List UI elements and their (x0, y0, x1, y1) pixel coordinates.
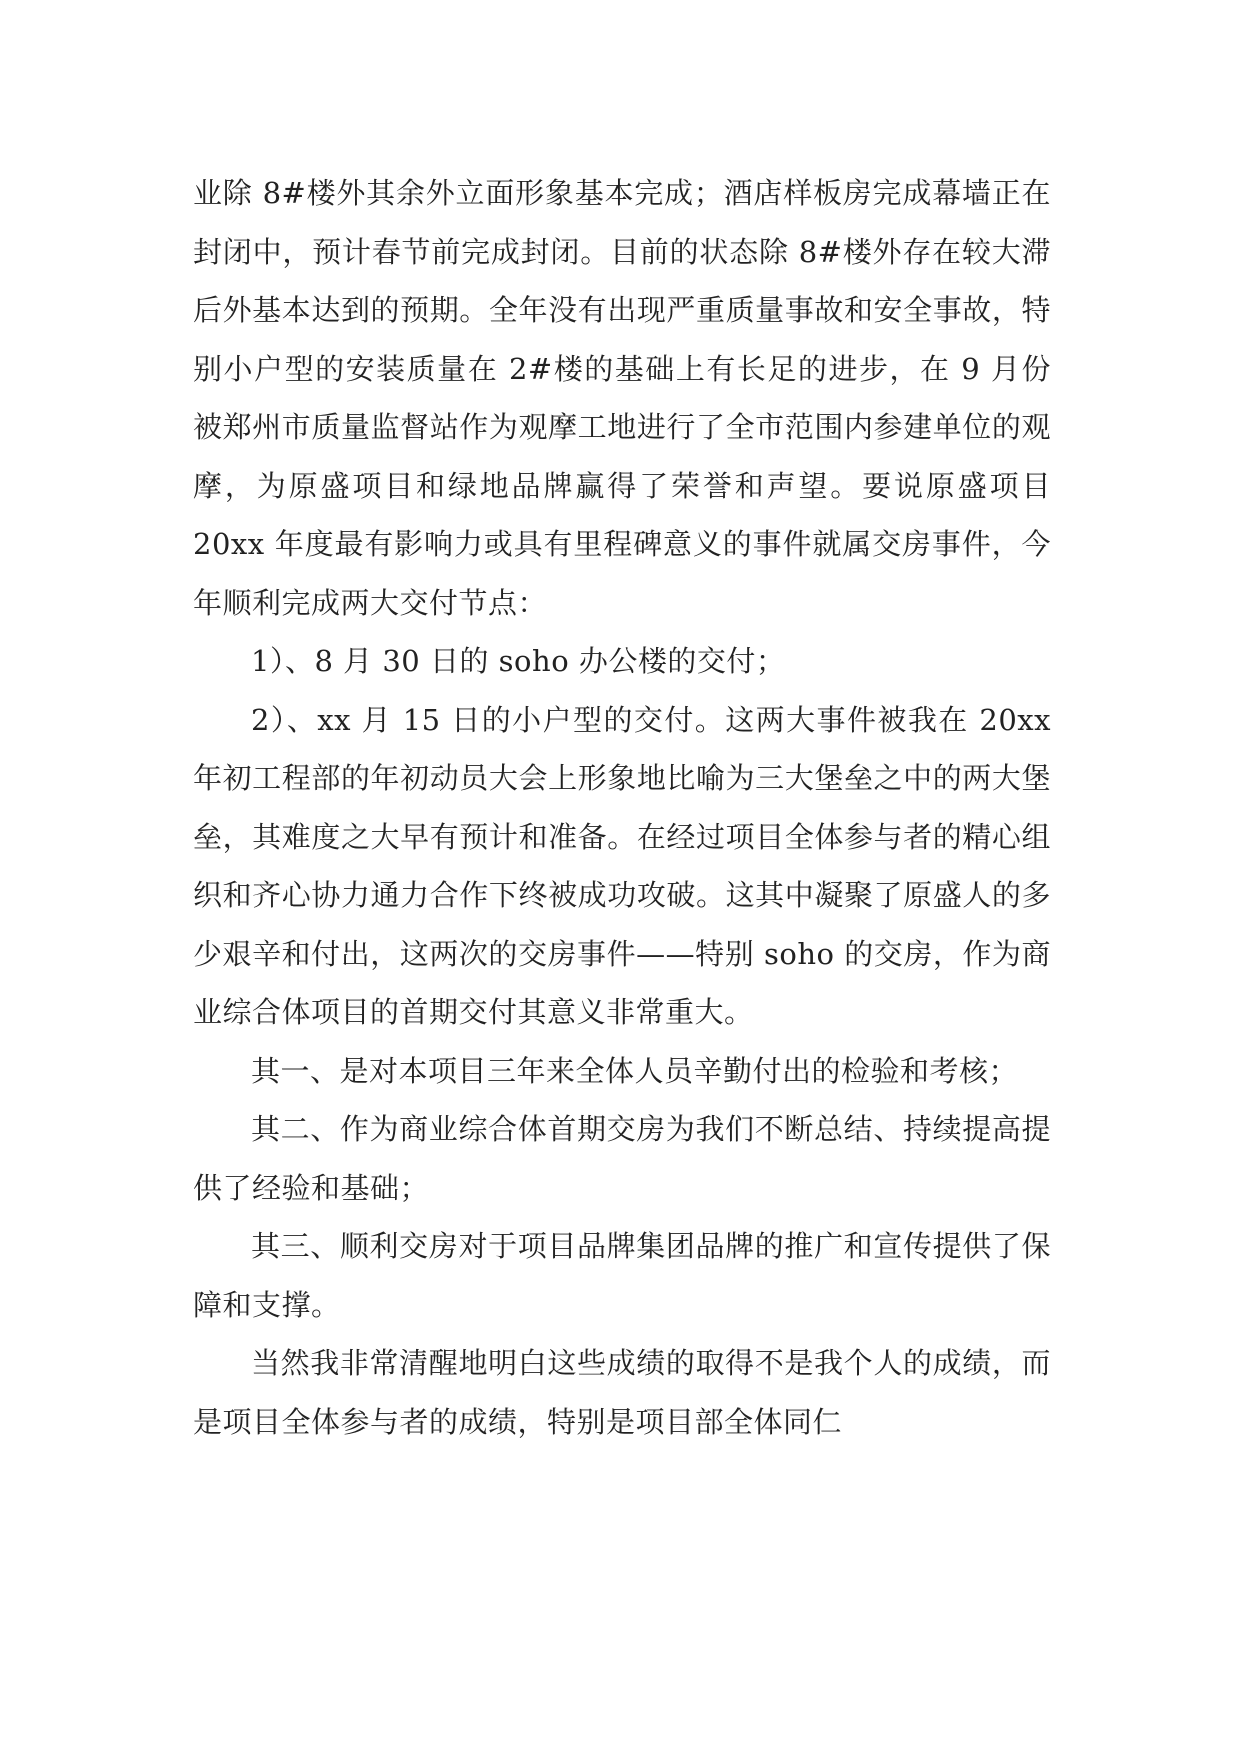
paragraph-delivery-node-2: 2）、xx 月 15 日的小户型的交付。这两大事件被我在 20xx 年初工程部的年初动员大会上形象地比喻为三大堡垒之中的两大堡垒，其难度之大早有预计和准备。在经过项目全体参与者的精心组织和齐心协力通力合作下终被成功攻破。这其中凝聚了原盛人的多少艰辛和付出，这两次的交房事件——特别 soho 的交房，作为商业综合体项目的首期交付其意义非常重大。 (193, 702, 1051, 1029)
paragraph-delivery-node-1: 1）、8 月 30 日的 soho 办公楼的交付； (251, 644, 786, 678)
document-body (193, 164, 1051, 1451)
paragraph-facade-progress: 业除 8#楼外其余外立面形象基本完成；酒店样板房完成幕墙正在封闭中，预计春节前完成封闭。目前的状态除 8#楼外存在较大滞后外基本达到的预期。全年没有出现严重质量事故和安全事故，特别小户型的安装质量在 2#楼的基础上有长足的进步，在 9 月份被郑州市质量监督站作为观摩工地进行了全市范围内参建单位的观摩，为原盛项目和绿地品牌赢得了荣誉和声望。要说原盛项目 20xx 年度最有影响力或具有里程碑意义的事件就属交房事件，今年顺利完成两大交付节点： (193, 176, 1051, 620)
paragraph-acknowledgement: 当然我非常清醒地明白这些成绩的取得不是我个人的成绩，而是项目全体参与者的成绩，特别是项目部全体同仁 (193, 1346, 1051, 1439)
paragraph-significance-1: 其一、是对本项目三年来全体人员辛勤付出的检验和考核； (251, 1053, 1019, 1088)
paragraph-significance-3: 其三、顺利交房对于项目品牌集团品牌的推广和宣传提供了保障和支撑。 (193, 1229, 1051, 1322)
paragraph-significance-2: 其二、作为商业综合体首期交房为我们不断总结、持续提高提供了经验和基础； (193, 1112, 1051, 1205)
